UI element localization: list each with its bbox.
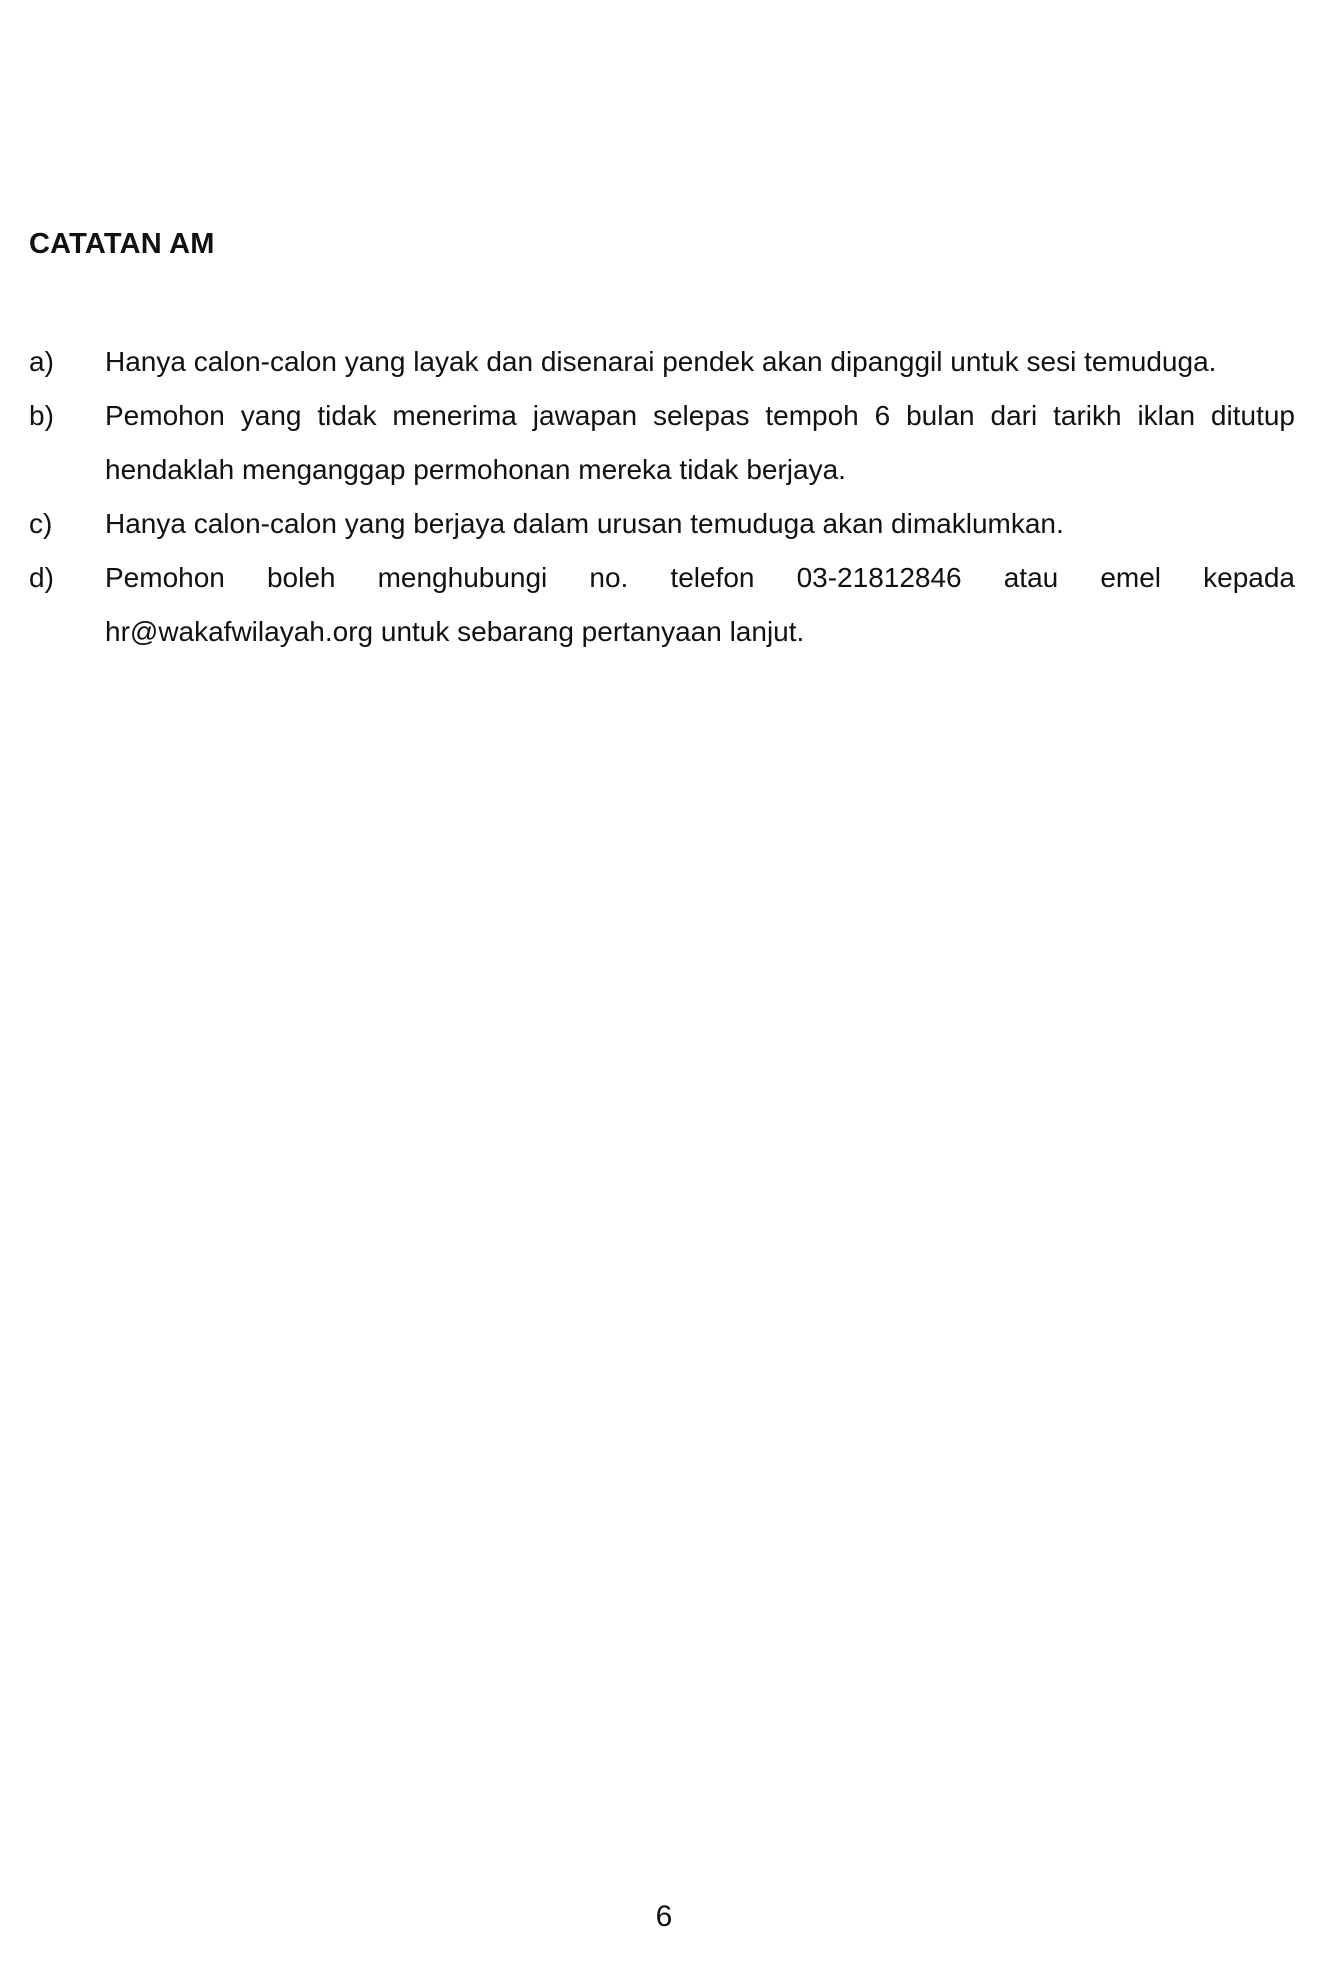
note-text: Pemohon yang tidak menerima jawapan selepas tempoh 6 bulan dari tarikh iklan ditutup hendaklah menganggap permohonan mereka tidak berjaya. [105,400,1295,485]
list-item [29,551,1295,659]
note-label: c) [29,508,53,539]
note-label: b) [29,400,54,431]
note-text: Pemohon boleh menghubungi no. telefon 03-21812846 atau emel kepada hr@wakafwilayah.org untuk sebarang pertanyaan lanjut. [105,562,1295,647]
note-label: a) [29,346,54,377]
page-number: 6 [655,1900,673,1933]
list-item [29,497,1295,551]
note-text: Hanya calon-calon yang berjaya dalam urusan temuduga akan dimaklumkan. [105,508,1064,539]
list-item [29,335,1295,389]
note-text: Hanya calon-calon yang layak dan disenarai pendek akan dipanggil untuk sesi temuduga. [105,346,1217,377]
note-label: d) [29,562,54,593]
section-heading: CATATAN AM [29,228,215,260]
notes-list [29,335,1295,659]
list-item [29,389,1295,497]
